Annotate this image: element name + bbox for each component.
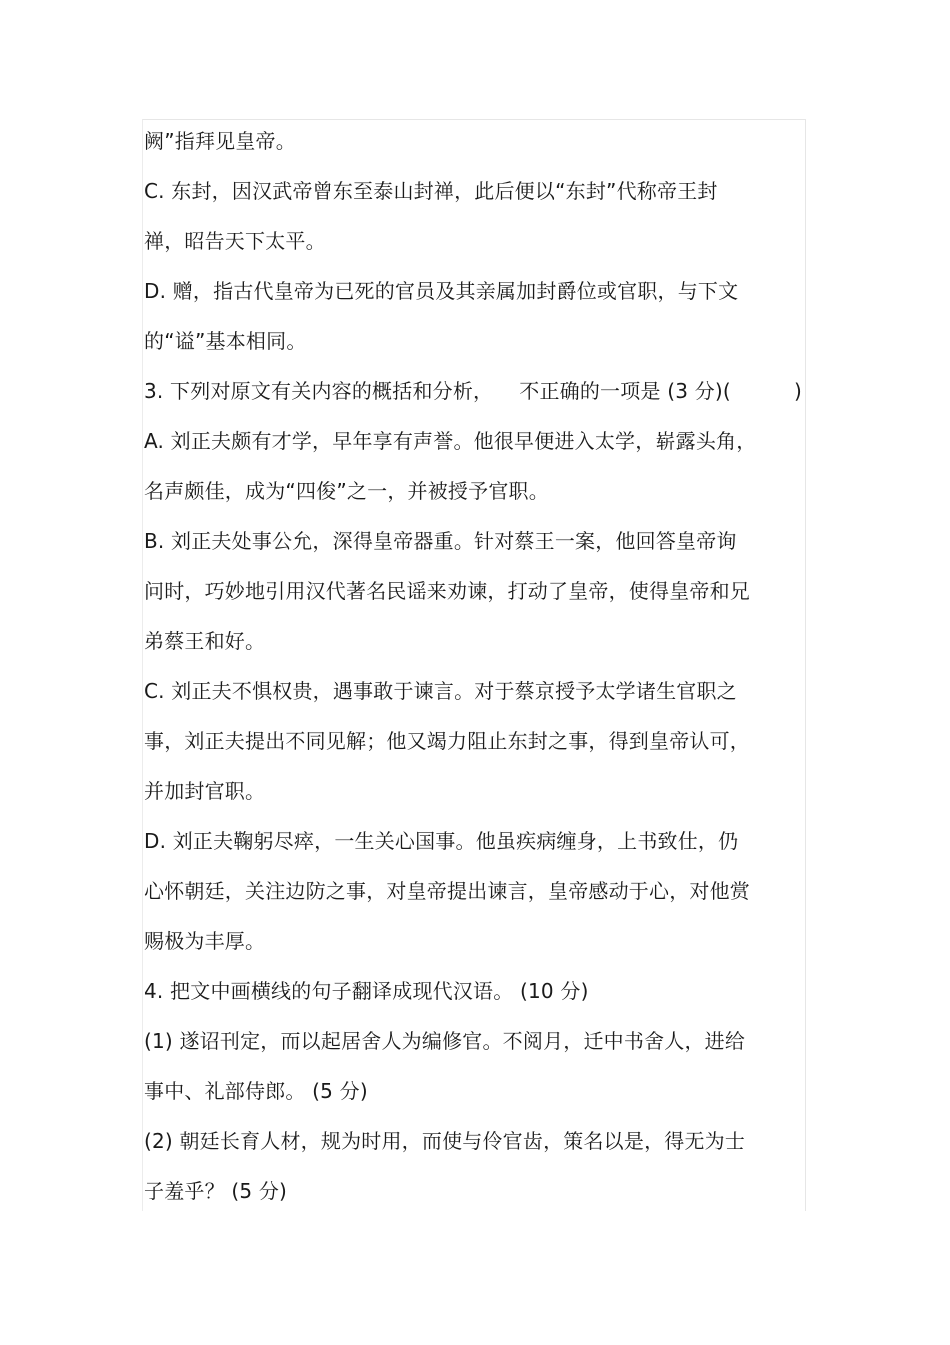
text-line: 的“谥”基本相同。 bbox=[144, 329, 307, 353]
document-body bbox=[144, 116, 808, 1216]
text-line: 阙”指拜见皇帝。 bbox=[144, 129, 296, 153]
question-3-stem bbox=[144, 366, 808, 416]
text-line: 心怀朝廷，关注边防之事，对皇帝提出谏言，皇帝感动于心，对他赏 bbox=[144, 879, 750, 903]
option-d-line: D. 赠，指古代皇帝为已死的官员及其亲属加封爵位或官职，与下文 bbox=[144, 279, 739, 303]
option-b-line: B. 刘正夫处事公允，深得皇帝器重。针对蔡王一案，他回答皇帝询 bbox=[144, 529, 737, 553]
text-line: 名声颇佳，成为“四俊”之一，并被授予官职。 bbox=[144, 479, 549, 503]
option-c-line: C. 东封，因汉武帝曾东至泰山封禅，此后便以“东封”代称帝王封 bbox=[144, 179, 718, 203]
question-3-text: 3. 下列对原文有关内容的概括和分析， bbox=[144, 379, 494, 403]
option-c-line: C. 刘正夫不惧权贵，遇事敢于谏言。对于蔡京授予太学诸生官职之 bbox=[144, 679, 737, 703]
text-line: 并加封官职。 bbox=[144, 779, 266, 803]
text-line: 问时，巧妙地引用汉代著名民谣来劝谏，打动了皇帝，使得皇帝和兄 bbox=[144, 579, 750, 603]
sub-question-1: (1) 遂诏刊定，而以起居舍人为编修官。不阅月，迁中书舍人，进给 bbox=[144, 1029, 746, 1053]
text-line: 子羞乎？ (5 分) bbox=[144, 1179, 288, 1203]
text-line: 事，刘正夫提出不同见解；他又竭力阻止东封之事，得到皇帝认可， bbox=[144, 729, 750, 753]
sub-question-2: (2) 朝廷长育人材，规为时用，而使与伶官齿，策名以是，得无为士 bbox=[144, 1129, 746, 1153]
text-line: 赐极为丰厚。 bbox=[144, 929, 266, 953]
option-d-line: D. 刘正夫鞠躬尽瘁，一生关心国事。他虽疾病缠身，上书致仕，仍 bbox=[144, 829, 739, 853]
text-line: 弟蔡王和好。 bbox=[144, 629, 266, 653]
answer-paren-close: ) bbox=[793, 379, 802, 403]
question-3-emphasis: 不正确的一项是 (3 分)( bbox=[519, 379, 731, 403]
text-line: 事中、礼部侍郎。 (5 分) bbox=[144, 1079, 368, 1103]
question-4-stem: 4. 把文中画横线的句子翻译成现代汉语。 (10 分) bbox=[144, 979, 589, 1003]
option-a-line: A. 刘正夫颇有才学，早年享有声誉。他很早便进入太学，崭露头角， bbox=[144, 429, 757, 453]
text-line: 禅，昭告天下太平。 bbox=[144, 229, 326, 253]
